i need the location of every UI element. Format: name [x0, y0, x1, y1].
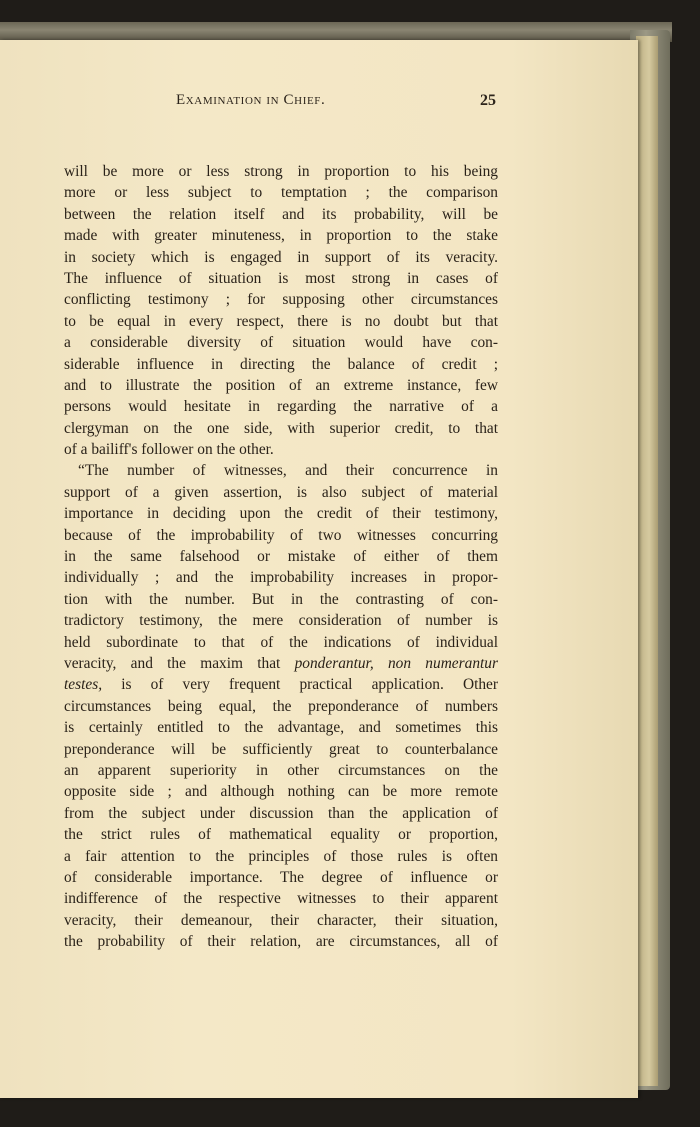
text-line: “The number of witnesses, and their concurrence in — [78, 462, 498, 480]
page-stack-edge — [636, 36, 658, 1086]
text-line: individually ; and the improbability increases in propor- — [64, 569, 498, 587]
text-line: between the relation itself and its probability, will be — [64, 205, 498, 223]
text-line — [64, 674, 498, 695]
text-line: held subordinate to that of the indications of individual — [64, 633, 498, 651]
text-line: siderable influence in directing the balance of credit ; — [64, 355, 498, 373]
book-top-edge — [0, 22, 672, 42]
testes-rest: is of very frequent practical application. Other — [102, 676, 498, 694]
maxim-lead-text: veracity, and the maxim that — [64, 654, 281, 672]
text-line: to be equal in every respect, there is no doubt but that — [64, 312, 498, 330]
text-line: circumstances being equal, the preponderance of numbers — [64, 697, 498, 715]
body-text — [64, 161, 498, 952]
text-line: opposite side ; and although nothing can be more remote — [64, 783, 498, 801]
text-line: in society which is engaged in support of its veracity. — [64, 248, 498, 266]
text-line: conflicting testimony ; for supposing other circumstances — [64, 291, 498, 309]
text-line: and to illustrate the position of an extreme instance, few — [64, 376, 498, 394]
page-number: 25 — [480, 92, 496, 109]
text-line: an apparent superiority in other circumstances on the — [64, 761, 498, 779]
text-line: the strict rules of mathematical equality or proportion, — [64, 826, 498, 844]
text-line: because of the improbability of two witnesses concurring — [64, 526, 498, 544]
text-line: a fair attention to the principles of those rules is often — [64, 847, 498, 865]
text-line: preponderance will be sufficiently great to counterbalance — [64, 740, 498, 758]
text-line: tradictory testimony, the mere consideration of number is — [64, 612, 498, 630]
text-line: persons would hesitate in regarding the narrative of a — [64, 398, 498, 416]
text-line: of considerable importance. The degree of influence or — [64, 868, 498, 886]
text-line: will be more or less strong in proportion to his being — [64, 163, 498, 180]
text-line-with-maxim — [64, 653, 498, 674]
text-line: importance in deciding upon the credit of their testimony, — [64, 505, 498, 523]
text-line: The influence of situation is most strong in cases of — [64, 269, 498, 287]
text-line: indifference of the respective witnesses to their apparent — [64, 890, 498, 908]
running-head: Examination in Chief. — [176, 92, 326, 108]
text-line: the probability of their relation, are circumstances, all of — [64, 933, 498, 951]
maxim-italic-testes: testes, — [64, 676, 103, 694]
text-line: more or less subject to temptation ; the comparison — [64, 184, 498, 202]
text-line: support of a given assertion, is also subject of material — [64, 483, 498, 501]
text-line: veracity, their demeanour, their character, their situation, — [64, 911, 498, 929]
text-line: a considerable diversity of situation would have con- — [64, 334, 498, 352]
text-line: from the subject under discussion than the application of — [64, 804, 498, 822]
text-line: is certainly entitled to the advantage, and sometimes this — [64, 719, 498, 737]
text-line: in the same falsehood or mistake of either of them — [64, 548, 498, 566]
text-line: tion with the number. But in the contrasting of con- — [64, 590, 498, 608]
text-line: clergyman on the one side, with superior credit, to that — [64, 419, 498, 437]
maxim-italic: ponderantur, non numerantur — [294, 654, 498, 672]
text-line: made with greater minuteness, in proportion to the stake — [64, 227, 498, 245]
page-header — [64, 92, 496, 114]
text-line: of a bailiff's follower on the other. — [64, 441, 274, 459]
